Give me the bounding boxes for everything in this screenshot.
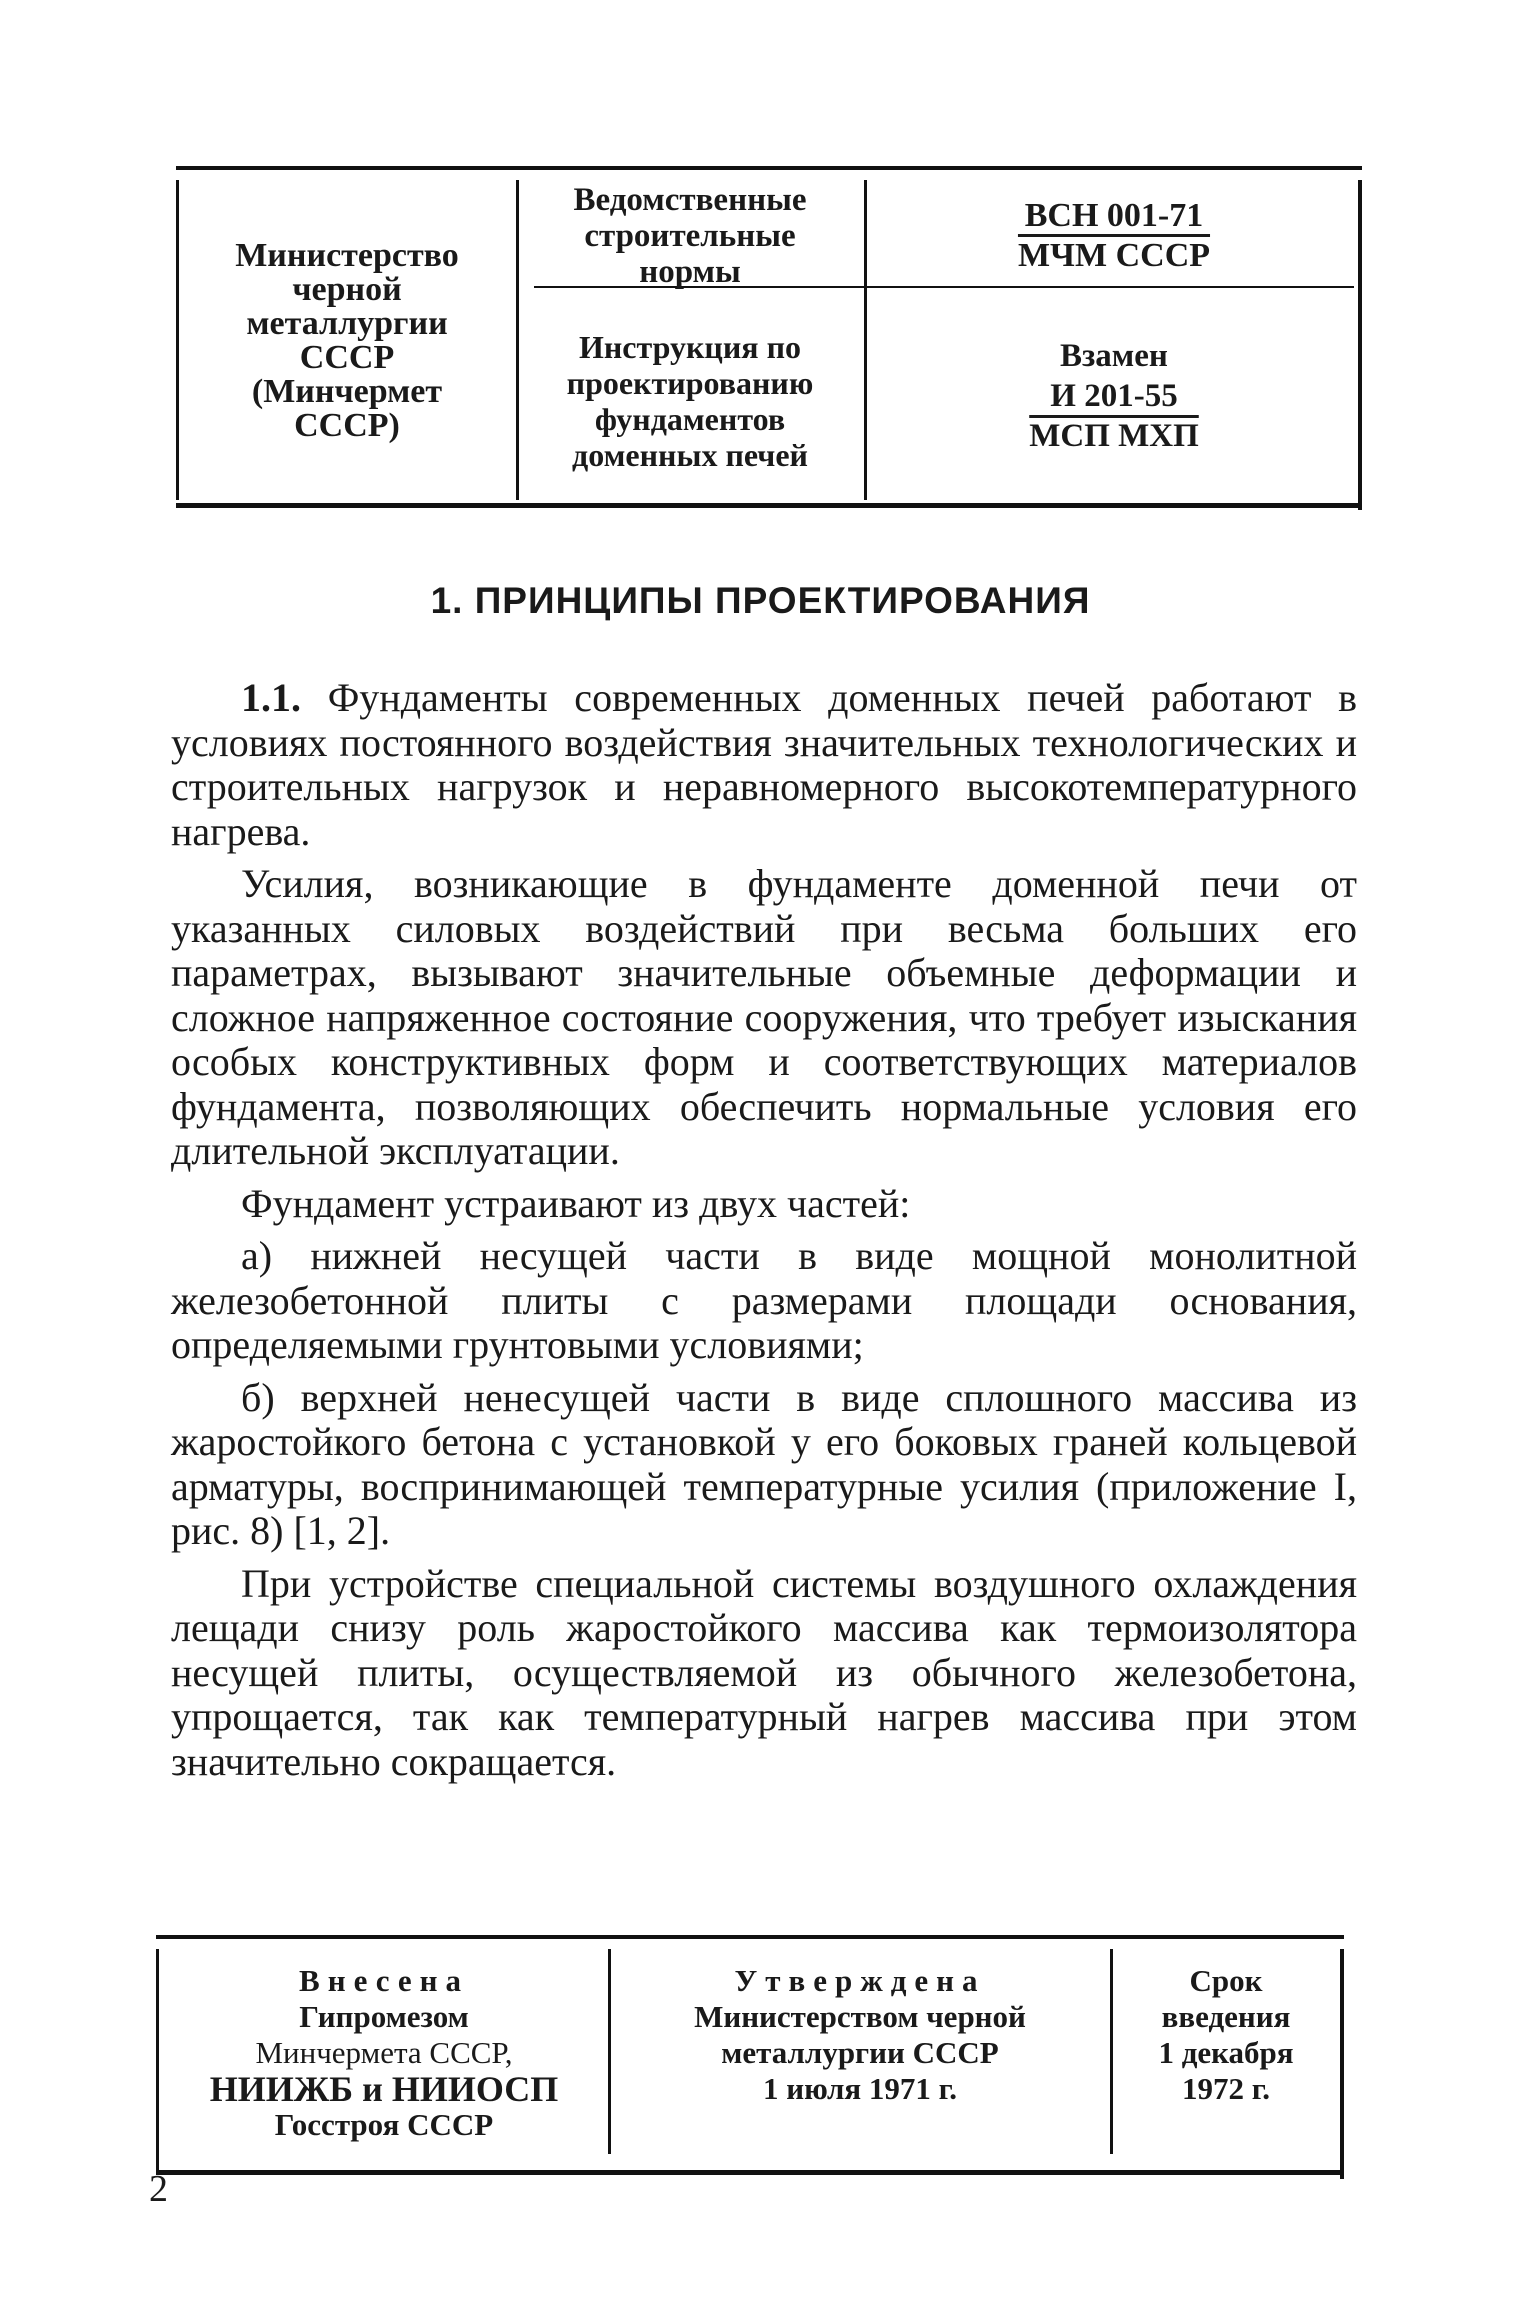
code-line-2: МЧМ СССР [1017,237,1211,274]
norms-type-cell [516,182,864,290]
list-item-b: б) верхней ненесущей части в виде сплошного массива из жаростойкого бетона с установкой у его боковых граней кольцевой арматуры, воспринимающей температурные усилия (приложение I, рис. 8) [1, 2]. [171,1374,1357,1553]
approved-label: Утверждена [734,1963,986,1998]
footer-top-rule [156,1935,1344,1939]
approved-line: 1 июля 1971 г. [762,2071,958,2106]
footer-bottom-rule [156,2170,1344,2175]
paragraph: Усилия, возникающие в фундаменте доменной печи от указанных силовых воздействий при весьма больших его параметрах, вызывают значительные объемные деформации и сложное напряженное состояние сооружения, что требует изыскания особых конструктивных форм и соответствующих материалов фундамента, позволяющих обеспечить нормальные условия его длительной эксплуатации. [171,861,1357,1173]
doc-title-cell [516,296,864,506]
replaces-code: И 201-55 [1050,378,1178,414]
doc-title-text: Инструкция по проектированию фундаментов доменных печей [566,329,814,473]
introduced-label: Внесена [299,1963,469,1998]
footer-left-border [156,1949,159,2171]
replaces-label: Взамен [1060,338,1168,374]
ministry-line: СССР) [294,407,400,444]
page-number: 2 [149,2168,168,2210]
term-line: введения [1161,1999,1291,2034]
paragraph-number: 1.1. [241,675,301,720]
footer-divider-2 [1110,1949,1113,2154]
introduced-cell [164,1963,604,2153]
ministry-line: СССР [299,339,395,376]
list-item-a: а) нижней несущей части в виде мощной монолитной железобетонной плиты с размерами площади основания, определяемыми грунтовыми условиями; [171,1233,1357,1367]
header-top-rule [176,166,1362,170]
footer-divider-1 [608,1949,611,2154]
introduced-line: НИИЖБ и НИИОСП [209,2069,559,2109]
replaces-cell [866,296,1362,496]
ministry-line: (Минчермет [251,373,443,410]
replaces-org: МСП МХП [1029,418,1199,454]
ministry-line: металлургии [246,305,448,342]
approved-cell [614,1963,1106,2153]
norms-type-text: Ведомственные строительные нормы [573,182,807,290]
paragraph-1-1 [171,676,1357,854]
term-line: 1 декабря [1158,2035,1294,2070]
header-table [176,166,1362,508]
term-cell [1116,1963,1336,2153]
introduced-line: Госстроя СССР [274,2107,494,2142]
ministry-cell [184,206,510,476]
paragraph: Фундамент устраивают из двух частей: [241,1180,911,1226]
introduced-line: Минчермета СССР, [255,2035,513,2070]
code-cell [866,186,1362,286]
ministry-line: черной [292,271,402,308]
code-line-1: ВСН 001-71 [1024,197,1204,234]
header-left-border [176,180,179,500]
term-line: 1972 г. [1181,2071,1271,2106]
paragraph-text: Фундаменты современных доменных печей работают в условиях постоянного воздействия значительных технологических и строительных нагрузок и неравномерного высокотемпературного нагрева. [171,675,1357,854]
paragraph: При устройстве специальной системы воздушного охлаждения лещади снизу роль жаростойкого массива как термоизолятора несущей плиты, осуществляемой из обычного железобетона, упрощается, так как температурный нагрев массива при этом значительно сокращается. [171,1560,1357,1784]
section-heading: 1. ПРИНЦИПЫ ПРОЕКТИРОВАНИЯ [430,580,1091,621]
ministry-line: Министерство [235,237,459,274]
footer-right-border [1340,1949,1344,2179]
footer-table [156,1935,1344,2175]
body-text [171,676,1357,1792]
approved-line: металлургии СССР [721,2035,999,2070]
approved-line: Министерством черной [694,1999,1026,2034]
term-label: Срок [1189,1963,1263,1998]
introduced-line: Гипромезом [299,1999,469,2034]
